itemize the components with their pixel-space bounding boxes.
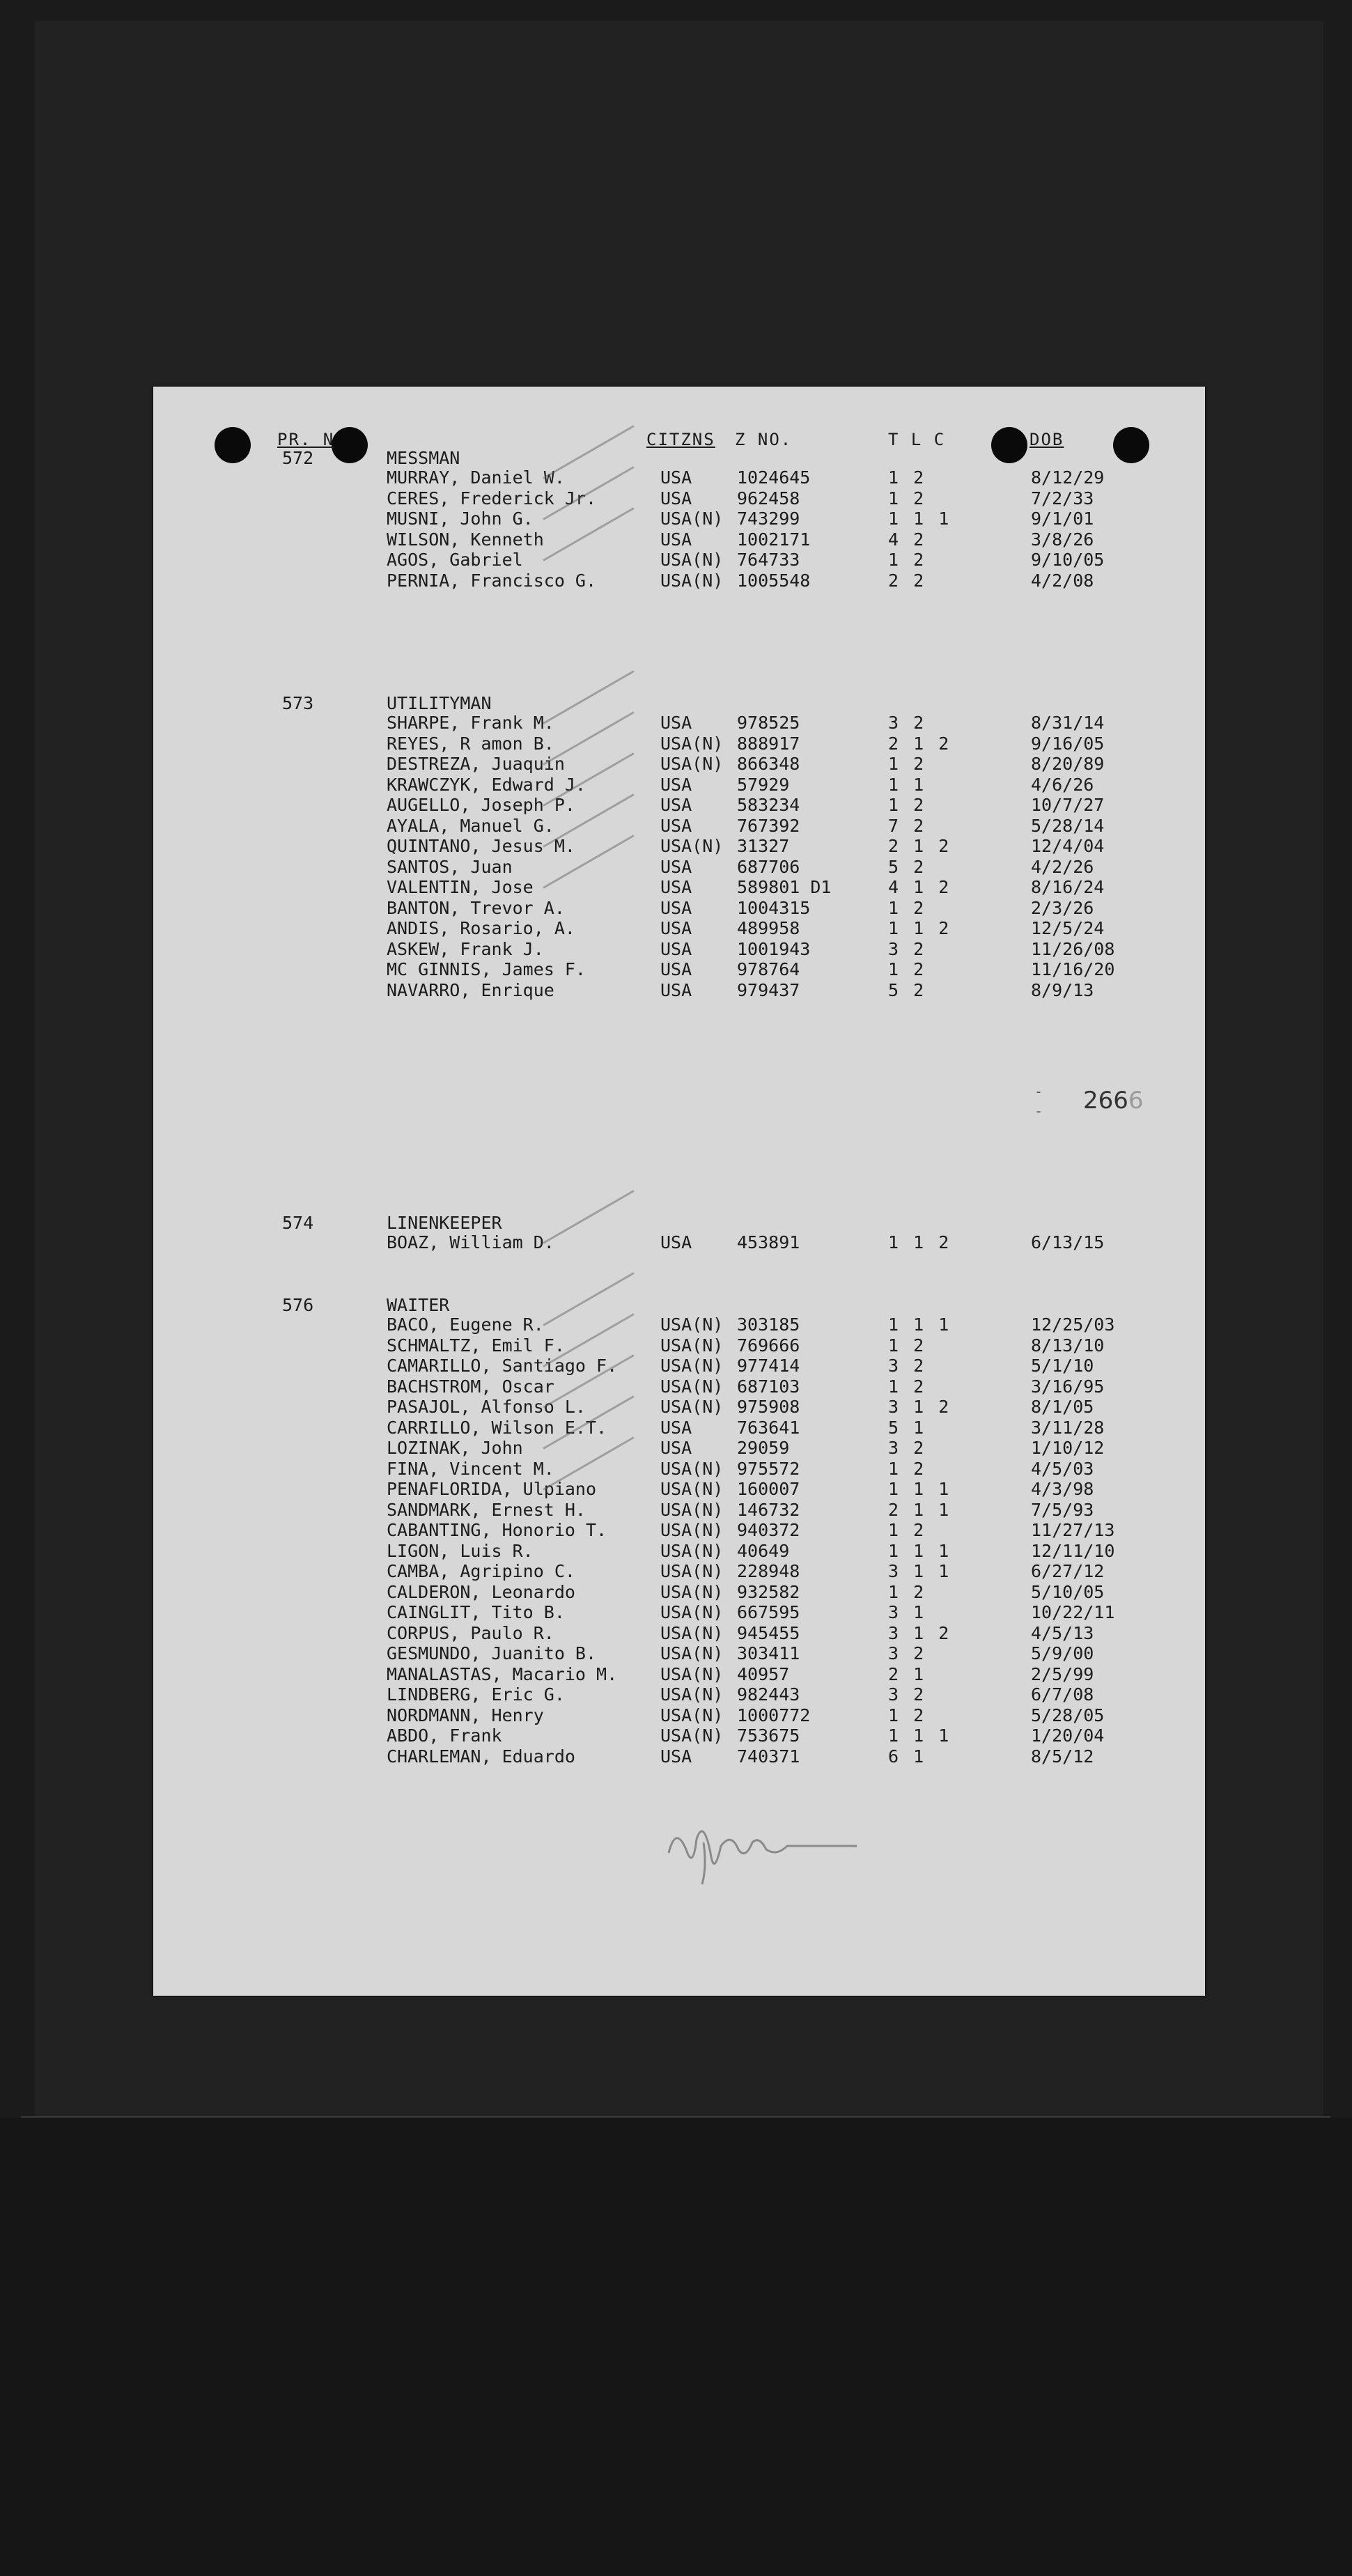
crew-row bbox=[153, 488, 1198, 509]
crew-citizenship: USA(N) bbox=[660, 1314, 724, 1335]
crew-dob: 5/9/00 bbox=[1031, 1643, 1094, 1663]
section-title: LINENKEEPER bbox=[387, 1213, 502, 1233]
crew-z-number: 667595 bbox=[737, 1602, 800, 1622]
crew-name: LOZINAK, John bbox=[387, 1438, 523, 1458]
crew-name: WILSON, Kenneth bbox=[387, 529, 544, 550]
crew-citizenship: USA(N) bbox=[660, 733, 724, 754]
section-number: 574 bbox=[282, 1213, 314, 1233]
crew-row bbox=[153, 898, 1198, 919]
page-number-stamp bbox=[1083, 1087, 1144, 1115]
crew-z-number: 763641 bbox=[737, 1417, 800, 1438]
header-citizenship: CITZNS bbox=[646, 430, 715, 449]
crew-row bbox=[153, 1479, 1198, 1500]
crew-citizenship: USA bbox=[660, 713, 692, 733]
crew-row bbox=[153, 1541, 1198, 1562]
crew-dob: 8/9/13 bbox=[1031, 979, 1094, 1000]
crew-z-number: 29059 bbox=[737, 1438, 790, 1458]
crew-z-number: 764733 bbox=[737, 550, 800, 570]
crew-name: BACHSTROM, Oscar bbox=[387, 1376, 554, 1397]
crew-citizenship: USA(N) bbox=[660, 836, 724, 856]
crew-citizenship: USA(N) bbox=[660, 550, 724, 570]
crew-row bbox=[153, 1684, 1198, 1705]
crew-citizenship: USA bbox=[660, 979, 692, 1000]
crew-citizenship: USA(N) bbox=[660, 1725, 724, 1746]
crew-citizenship: USA bbox=[660, 938, 692, 959]
crew-z-number: 228948 bbox=[737, 1561, 800, 1581]
crew-dob: 4/3/98 bbox=[1031, 1479, 1094, 1499]
microfilm-lower-frame bbox=[0, 2118, 1352, 2576]
crew-name: NAVARRO, Enrique bbox=[387, 979, 554, 1000]
crew-citizenship: USA bbox=[660, 815, 692, 836]
crew-z-number: 146732 bbox=[737, 1499, 800, 1520]
crew-name: PASAJOL, Alfonso L. bbox=[387, 1397, 586, 1417]
crew-z-number: 453891 bbox=[737, 1232, 800, 1252]
crew-citizenship: USA(N) bbox=[660, 1581, 724, 1602]
crew-citizenship: USA bbox=[660, 467, 692, 488]
crew-z-number: 1002171 bbox=[737, 529, 811, 550]
section-number: 576 bbox=[282, 1295, 314, 1315]
crew-citizenship: USA bbox=[660, 1417, 692, 1438]
crew-name: SANTOS, Juan bbox=[387, 856, 513, 877]
crew-dob: 8/16/24 bbox=[1031, 877, 1105, 897]
crew-citizenship: USA bbox=[660, 488, 692, 509]
crew-dob: 12/25/03 bbox=[1031, 1314, 1115, 1335]
crew-row bbox=[153, 1582, 1198, 1603]
crew-citizenship: USA bbox=[660, 529, 692, 550]
crew-name: SANDMARK, Ernest H. bbox=[387, 1499, 586, 1520]
crew-tlc: 1 1 1 bbox=[888, 1479, 951, 1499]
crew-tlc: 2 2 bbox=[888, 570, 926, 591]
crew-z-number: 589801 D1 bbox=[737, 877, 832, 897]
section-title: MESSMAN bbox=[387, 448, 460, 468]
punch-hole-third bbox=[991, 427, 1027, 463]
crew-row bbox=[153, 795, 1198, 816]
crew-name: CORPUS, Paulo R. bbox=[387, 1622, 554, 1643]
header-pr-no: PR. N bbox=[277, 430, 335, 449]
crew-tlc: 1 2 bbox=[888, 1376, 926, 1397]
crew-tlc: 1 1 1 bbox=[888, 509, 951, 529]
crew-row bbox=[153, 1376, 1198, 1397]
crew-row bbox=[153, 857, 1198, 878]
header-z-no: Z NO. bbox=[735, 430, 793, 449]
section-title: WAITER bbox=[387, 1295, 450, 1315]
crew-dob: 6/7/08 bbox=[1031, 1684, 1094, 1705]
crew-citizenship: USA(N) bbox=[660, 754, 724, 774]
crew-tlc: 1 2 bbox=[888, 550, 926, 570]
crew-tlc: 4 2 bbox=[888, 529, 926, 550]
crew-tlc: 1 2 bbox=[888, 754, 926, 774]
crew-dob: 3/11/28 bbox=[1031, 1417, 1105, 1438]
punch-hole-second bbox=[332, 427, 368, 463]
crew-name: SHARPE, Frank M. bbox=[387, 713, 554, 733]
crew-name: PERNIA, Francisco G. bbox=[387, 570, 597, 591]
header-tlc: T L C bbox=[888, 430, 946, 449]
crew-tlc: 1 2 bbox=[888, 1335, 926, 1356]
crew-row bbox=[153, 550, 1198, 571]
crew-z-number: 978525 bbox=[737, 713, 800, 733]
crew-row bbox=[153, 734, 1198, 754]
crew-row bbox=[153, 529, 1198, 550]
crew-citizenship: USA bbox=[660, 959, 692, 979]
crew-z-number: 743299 bbox=[737, 509, 800, 529]
crew-citizenship: USA(N) bbox=[660, 1376, 724, 1397]
crew-row bbox=[153, 1725, 1198, 1746]
crew-z-number: 962458 bbox=[737, 488, 800, 509]
crew-z-number: 888917 bbox=[737, 733, 800, 754]
crew-name: CAMBA, Agripino C. bbox=[387, 1561, 575, 1581]
crew-z-number: 40649 bbox=[737, 1540, 790, 1561]
crew-name: CHARLEMAN, Eduardo bbox=[387, 1746, 575, 1767]
crew-name: REYES, R amon B. bbox=[387, 733, 554, 754]
crew-tlc: 5 2 bbox=[888, 979, 926, 1000]
crew-dob: 8/20/89 bbox=[1031, 754, 1105, 774]
crew-tlc: 2 1 bbox=[888, 1663, 926, 1684]
crew-row bbox=[153, 775, 1198, 796]
crew-row bbox=[153, 1500, 1198, 1521]
crew-z-number: 1000772 bbox=[737, 1705, 811, 1725]
crew-name: LINDBERG, Eric G. bbox=[387, 1684, 565, 1705]
crew-citizenship: USA(N) bbox=[660, 1540, 724, 1561]
section-number: 572 bbox=[282, 448, 314, 468]
crew-name: MUSNI, John G. bbox=[387, 509, 534, 529]
crew-dob: 6/13/15 bbox=[1031, 1232, 1105, 1252]
crew-row bbox=[153, 1520, 1198, 1541]
crew-row bbox=[153, 836, 1198, 857]
crew-row bbox=[153, 1335, 1198, 1356]
crew-row bbox=[153, 1664, 1198, 1685]
header-dob: DOB bbox=[1029, 430, 1064, 449]
crew-dob: 8/1/05 bbox=[1031, 1397, 1094, 1417]
crew-z-number: 1005548 bbox=[737, 570, 811, 591]
crew-dob: 3/16/95 bbox=[1031, 1376, 1105, 1397]
crew-z-number: 1004315 bbox=[737, 897, 811, 918]
crew-row bbox=[153, 1746, 1198, 1767]
crew-row bbox=[153, 1356, 1198, 1376]
crew-z-number: 945455 bbox=[737, 1622, 800, 1643]
crew-row bbox=[153, 1397, 1198, 1418]
crew-citizenship: USA(N) bbox=[660, 1663, 724, 1684]
crew-tlc: 1 2 bbox=[888, 897, 926, 918]
crew-dob: 9/16/05 bbox=[1031, 733, 1105, 754]
crew-z-number: 303185 bbox=[737, 1314, 800, 1335]
crew-citizenship: USA bbox=[660, 918, 692, 938]
crew-dob: 6/27/12 bbox=[1031, 1561, 1105, 1581]
crew-name: ASKEW, Frank J. bbox=[387, 938, 544, 959]
crew-row bbox=[153, 1623, 1198, 1644]
crew-dob: 4/6/26 bbox=[1031, 774, 1094, 795]
crew-tlc: 7 2 bbox=[888, 815, 926, 836]
crew-citizenship: USA bbox=[660, 877, 692, 897]
crew-tlc: 1 2 bbox=[888, 1581, 926, 1602]
crew-name: GESMUNDO, Juanito B. bbox=[387, 1643, 597, 1663]
crew-row bbox=[153, 1418, 1198, 1438]
crew-z-number: 932582 bbox=[737, 1581, 800, 1602]
crew-citizenship: USA(N) bbox=[660, 1479, 724, 1499]
crew-dob: 10/22/11 bbox=[1031, 1602, 1115, 1622]
page-number-ghost-digit: 6 bbox=[1128, 1087, 1144, 1115]
crew-z-number: 583234 bbox=[737, 795, 800, 815]
crew-dob: 8/31/14 bbox=[1031, 713, 1105, 733]
crew-name: QUINTANO, Jesus M. bbox=[387, 836, 575, 856]
crew-z-number: 977414 bbox=[737, 1356, 800, 1376]
crew-tlc: 5 2 bbox=[888, 856, 926, 877]
crew-name: BANTON, Trevor A. bbox=[387, 897, 565, 918]
crew-z-number: 489958 bbox=[737, 918, 800, 938]
crew-citizenship: USA bbox=[660, 1438, 692, 1458]
crew-name: DESTREZA, Juaquin bbox=[387, 754, 565, 774]
crew-dob: 5/1/10 bbox=[1031, 1356, 1094, 1376]
crew-dob: 8/5/12 bbox=[1031, 1746, 1094, 1767]
crew-z-number: 979437 bbox=[737, 979, 800, 1000]
crew-row bbox=[153, 1561, 1198, 1582]
crew-tlc: 3 2 bbox=[888, 1643, 926, 1663]
crew-row bbox=[153, 571, 1198, 591]
crew-tlc: 1 1 1 bbox=[888, 1725, 951, 1746]
crew-citizenship: USA(N) bbox=[660, 1499, 724, 1520]
crew-citizenship: USA bbox=[660, 774, 692, 795]
crew-name: BOAZ, William D. bbox=[387, 1232, 554, 1252]
crew-tlc: 1 1 bbox=[888, 774, 926, 795]
crew-z-number: 978764 bbox=[737, 959, 800, 979]
crew-dob: 5/10/05 bbox=[1031, 1581, 1105, 1602]
crew-tlc: 3 2 bbox=[888, 713, 926, 733]
crew-tlc: 1 2 bbox=[888, 1520, 926, 1540]
crew-dob: 11/26/08 bbox=[1031, 938, 1115, 959]
crew-name: VALENTIN, Jose bbox=[387, 877, 534, 897]
crew-z-number: 687706 bbox=[737, 856, 800, 877]
crew-name: AYALA, Manuel G. bbox=[387, 815, 554, 836]
margin-mark: - bbox=[1034, 1103, 1043, 1119]
crew-tlc: 1 2 bbox=[888, 488, 926, 509]
crew-citizenship: USA(N) bbox=[660, 1356, 724, 1376]
crew-dob: 7/2/33 bbox=[1031, 488, 1094, 509]
crew-tlc: 1 2 bbox=[888, 1705, 926, 1725]
crew-name: NORDMANN, Henry bbox=[387, 1705, 544, 1725]
crew-dob: 12/4/04 bbox=[1031, 836, 1105, 856]
crew-tlc: 5 1 bbox=[888, 1417, 926, 1438]
crew-dob: 12/5/24 bbox=[1031, 918, 1105, 938]
crew-dob: 4/2/26 bbox=[1031, 856, 1094, 877]
crew-name: MANALASTAS, Macario M. bbox=[387, 1663, 618, 1684]
crew-name: CALDERON, Leonardo bbox=[387, 1581, 575, 1602]
crew-z-number: 753675 bbox=[737, 1725, 800, 1746]
crew-dob: 1/10/12 bbox=[1031, 1438, 1105, 1458]
crew-citizenship: USA(N) bbox=[660, 1397, 724, 1417]
crew-row bbox=[153, 816, 1198, 837]
crew-tlc: 3 1 bbox=[888, 1602, 926, 1622]
crew-name: AGOS, Gabriel bbox=[387, 550, 523, 570]
crew-row bbox=[153, 467, 1198, 488]
crew-dob: 11/16/20 bbox=[1031, 959, 1115, 979]
crew-tlc: 3 2 bbox=[888, 1684, 926, 1705]
crew-dob: 4/2/08 bbox=[1031, 570, 1094, 591]
crew-z-number: 160007 bbox=[737, 1479, 800, 1499]
crew-citizenship: USA bbox=[660, 897, 692, 918]
crew-citizenship: USA(N) bbox=[660, 1643, 724, 1663]
crew-name: ABDO, Frank bbox=[387, 1725, 502, 1746]
crew-z-number: 767392 bbox=[737, 815, 800, 836]
crew-name: CARRILLO, Wilson E.T. bbox=[387, 1417, 607, 1438]
crew-z-number: 740371 bbox=[737, 1746, 800, 1767]
crew-tlc: 1 2 bbox=[888, 795, 926, 815]
crew-tlc: 2 1 1 bbox=[888, 1499, 951, 1520]
crew-row bbox=[153, 1643, 1198, 1664]
crew-citizenship: USA bbox=[660, 1232, 692, 1252]
crew-tlc: 4 1 2 bbox=[888, 877, 951, 897]
crew-tlc: 3 2 bbox=[888, 1356, 926, 1376]
section-title: UTILITYMAN bbox=[387, 693, 492, 713]
crew-row bbox=[153, 939, 1198, 960]
crew-dob: 12/11/10 bbox=[1031, 1540, 1115, 1561]
crew-tlc: 1 1 2 bbox=[888, 1232, 951, 1252]
crew-tlc: 1 2 bbox=[888, 959, 926, 979]
crew-row bbox=[153, 980, 1198, 1001]
crew-name: SCHMALTZ, Emil F. bbox=[387, 1335, 565, 1356]
crew-tlc: 3 2 bbox=[888, 938, 926, 959]
crew-row bbox=[153, 918, 1198, 939]
crew-dob: 2/3/26 bbox=[1031, 897, 1094, 918]
crew-row bbox=[153, 1602, 1198, 1623]
crew-tlc: 1 2 bbox=[888, 467, 926, 488]
crew-name: CERES, Frederick Jr. bbox=[387, 488, 597, 509]
crew-z-number: 31327 bbox=[737, 836, 790, 856]
crew-dob: 1/20/04 bbox=[1031, 1725, 1105, 1746]
crew-dob: 10/7/27 bbox=[1031, 795, 1105, 815]
crew-name: CABANTING, Honorio T. bbox=[387, 1520, 607, 1540]
crew-citizenship: USA bbox=[660, 1746, 692, 1767]
crew-name: LIGON, Luis R. bbox=[387, 1540, 534, 1561]
crew-row bbox=[153, 877, 1198, 898]
crew-name: FINA, Vincent M. bbox=[387, 1458, 554, 1479]
crew-citizenship: USA(N) bbox=[660, 1335, 724, 1356]
crew-name: PENAFLORIDA, Ulpiano bbox=[387, 1479, 597, 1499]
crew-citizenship: USA(N) bbox=[660, 1520, 724, 1540]
crew-name: AUGELLO, Joseph P. bbox=[387, 795, 575, 815]
crew-dob: 5/28/14 bbox=[1031, 815, 1105, 836]
crew-z-number: 982443 bbox=[737, 1684, 800, 1705]
crew-tlc: 3 2 bbox=[888, 1438, 926, 1458]
crew-row bbox=[153, 713, 1198, 734]
crew-row bbox=[153, 509, 1198, 529]
margin-mark: - bbox=[1034, 1083, 1043, 1100]
crew-tlc: 1 1 2 bbox=[888, 918, 951, 938]
crew-citizenship: USA bbox=[660, 856, 692, 877]
crew-z-number: 1001943 bbox=[737, 938, 811, 959]
crew-row bbox=[153, 1459, 1198, 1480]
crew-row bbox=[153, 754, 1198, 775]
crew-dob: 7/5/93 bbox=[1031, 1499, 1094, 1520]
crew-tlc: 1 1 1 bbox=[888, 1540, 951, 1561]
crew-z-number: 769666 bbox=[737, 1335, 800, 1356]
crew-citizenship: USA(N) bbox=[660, 1622, 724, 1643]
crew-row bbox=[153, 1314, 1198, 1335]
crew-dob: 9/10/05 bbox=[1031, 550, 1105, 570]
crew-name: CAMARILLO, Santiago F. bbox=[387, 1356, 618, 1376]
crew-dob: 2/5/99 bbox=[1031, 1663, 1094, 1684]
crew-tlc: 3 1 2 bbox=[888, 1397, 951, 1417]
crew-tlc: 3 1 1 bbox=[888, 1561, 951, 1581]
crew-dob: 11/27/13 bbox=[1031, 1520, 1115, 1540]
crew-tlc: 2 1 2 bbox=[888, 733, 951, 754]
crew-z-number: 303411 bbox=[737, 1643, 800, 1663]
crew-z-number: 687103 bbox=[737, 1376, 800, 1397]
crew-citizenship: USA(N) bbox=[660, 1684, 724, 1705]
crew-tlc: 1 2 bbox=[888, 1458, 926, 1479]
punch-hole-right bbox=[1113, 427, 1149, 463]
crew-name: MURRAY, Daniel W. bbox=[387, 467, 565, 488]
crew-tlc: 2 1 2 bbox=[888, 836, 951, 856]
document-page bbox=[153, 387, 1205, 1996]
crew-row bbox=[153, 1232, 1198, 1253]
punch-hole-left bbox=[215, 427, 251, 463]
crew-z-number: 975572 bbox=[737, 1458, 800, 1479]
handwritten-signature bbox=[655, 1811, 864, 1888]
crew-dob: 3/8/26 bbox=[1031, 529, 1094, 550]
crew-dob: 8/12/29 bbox=[1031, 467, 1105, 488]
crew-tlc: 1 1 1 bbox=[888, 1314, 951, 1335]
crew-dob: 4/5/03 bbox=[1031, 1458, 1094, 1479]
crew-z-number: 57929 bbox=[737, 774, 790, 795]
crew-name: CAINGLIT, Tito B. bbox=[387, 1602, 565, 1622]
crew-tlc: 3 1 2 bbox=[888, 1622, 951, 1643]
crew-citizenship: USA(N) bbox=[660, 1458, 724, 1479]
crew-dob: 8/13/10 bbox=[1031, 1335, 1105, 1356]
crew-citizenship: USA(N) bbox=[660, 1602, 724, 1622]
crew-row bbox=[153, 1438, 1198, 1459]
crew-z-number: 975908 bbox=[737, 1397, 800, 1417]
crew-name: MC GINNIS, James F. bbox=[387, 959, 586, 979]
crew-citizenship: USA(N) bbox=[660, 509, 724, 529]
crew-citizenship: USA(N) bbox=[660, 570, 724, 591]
crew-row bbox=[153, 1705, 1198, 1726]
crew-tlc: 6 1 bbox=[888, 1746, 926, 1767]
crew-name: ANDIS, Rosario, A. bbox=[387, 918, 575, 938]
crew-z-number: 940372 bbox=[737, 1520, 800, 1540]
crew-z-number: 866348 bbox=[737, 754, 800, 774]
crew-dob: 4/5/13 bbox=[1031, 1622, 1094, 1643]
crew-name: KRAWCZYK, Edward J. bbox=[387, 774, 586, 795]
crew-name: BACO, Eugene R. bbox=[387, 1314, 544, 1335]
page-number: 266 bbox=[1083, 1087, 1128, 1115]
crew-dob: 9/1/01 bbox=[1031, 509, 1094, 529]
crew-row bbox=[153, 959, 1198, 980]
crew-citizenship: USA bbox=[660, 795, 692, 815]
crew-citizenship: USA(N) bbox=[660, 1561, 724, 1581]
section-number: 573 bbox=[282, 693, 314, 713]
crew-citizenship: USA(N) bbox=[660, 1705, 724, 1725]
crew-dob: 5/28/05 bbox=[1031, 1705, 1105, 1725]
crew-z-number: 40957 bbox=[737, 1663, 790, 1684]
crew-z-number: 1024645 bbox=[737, 467, 811, 488]
